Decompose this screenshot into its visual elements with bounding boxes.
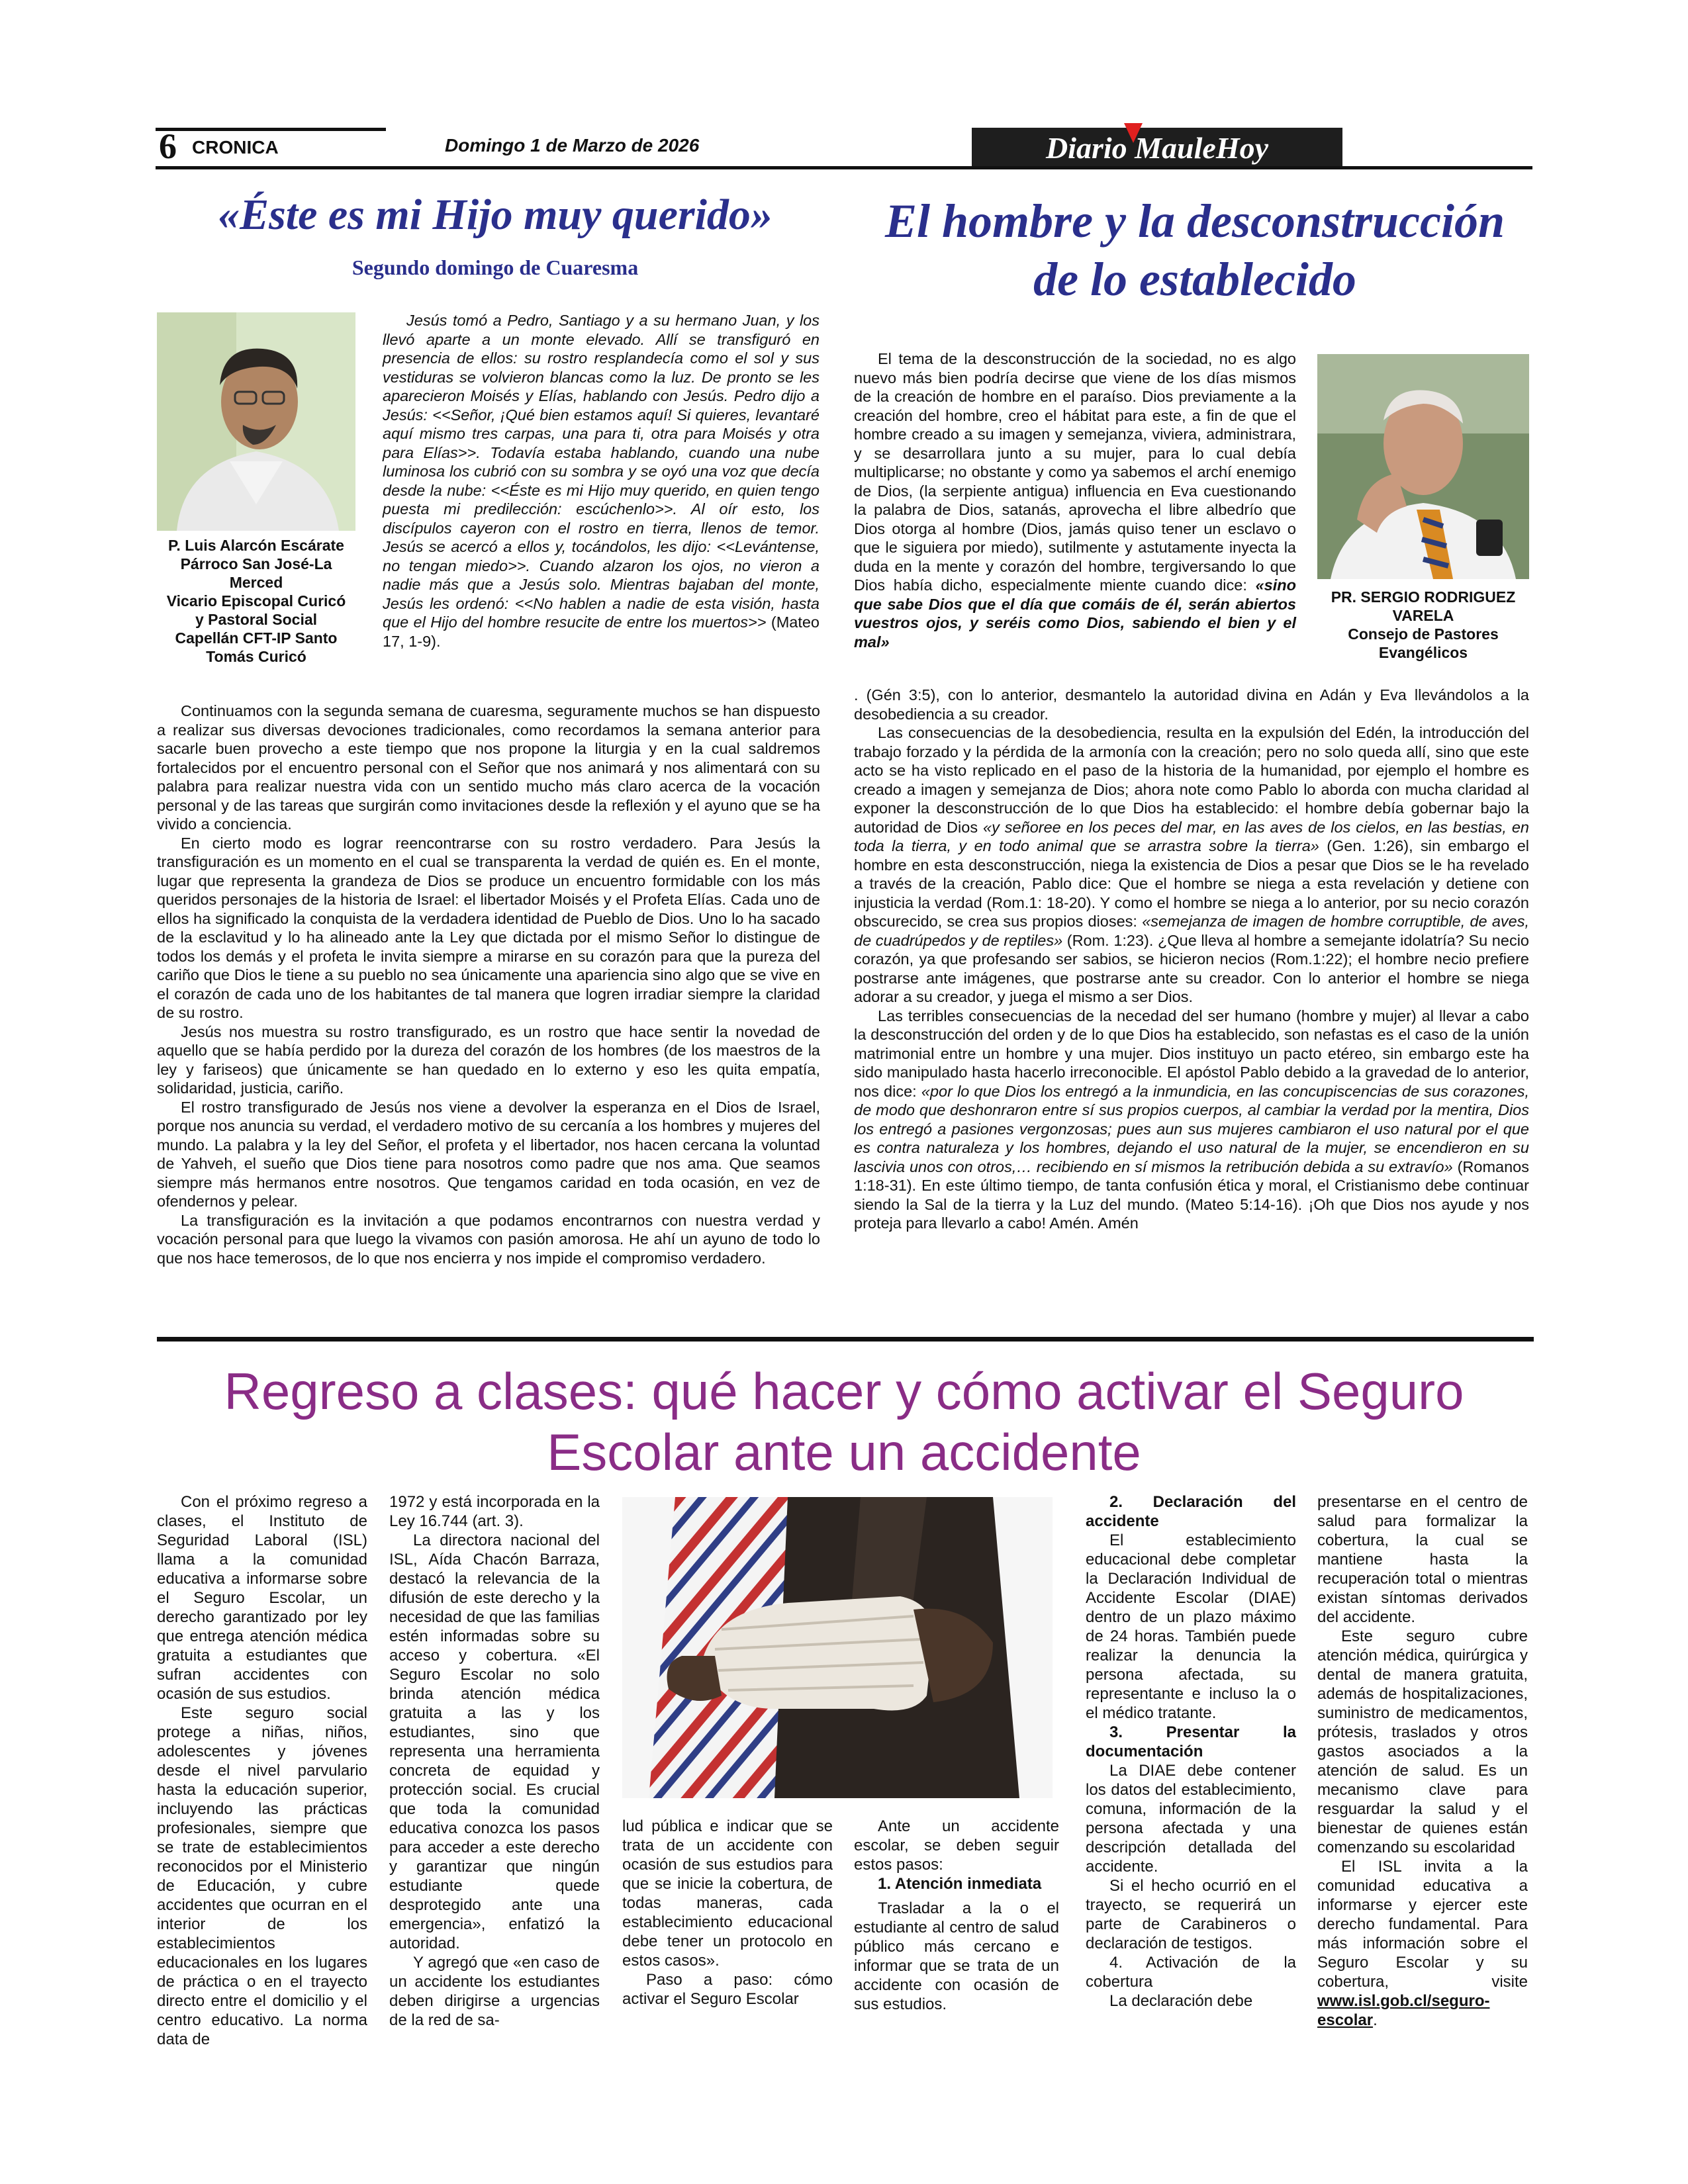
quote-run: «por lo que Dios los entregó a la inmundicia, en las concupiscencias de sus corazones, de modo que deshonraron entre sí sus propios cuerpos, al cambiar la verdad por la mentira, Dios los entregó a pasiones vergonzosas; pues aun sus mujeres cambiaron el uso natural por el que es contra naturaleza y los hombres, dejando el uso natural de la mujer, se encendieron en su lascivia unos con otros,… recibiendo en sí mismos la retribución debida a su extravío» [854, 1082, 1529, 1175]
article1-body [157, 702, 820, 1267]
caption-line: Vicario Episcopal Curicó [166, 592, 346, 610]
author-caption-rodriguez [1314, 588, 1532, 662]
gospel-ref: (Mateo 17, 1-9). [383, 614, 820, 650]
portrait-image-1 [157, 312, 355, 531]
quote-run: «y señoree en los peces del mar, en las aves de los cielos, en las bestias, en toda la tierra, y en todo animal que se arrastra sobre la tierra» [854, 818, 1530, 854]
paragraph: 1972 y está incorporada en la Ley 16.744 (art. 3). [389, 1493, 600, 1530]
author-photo-rodriguez [1317, 354, 1529, 579]
paragraph [854, 349, 1296, 651]
article2-title [854, 192, 1536, 308]
caption-line: Párroco San José-La Merced [180, 555, 332, 591]
article3-col1 [157, 1492, 367, 2049]
article3-title [132, 1361, 1556, 1482]
paragraph: La declaración debe [1109, 1992, 1253, 2010]
article2-body [854, 686, 1529, 1233]
article3-title-line2: Escolar ante un accidente [547, 1423, 1141, 1481]
caption-line: Evangélicos [1378, 644, 1468, 661]
step-heading: 4. Activación de la cobertura [1086, 1954, 1296, 1991]
article1-subtitle: Segundo domingo de Cuaresma [352, 255, 639, 279]
author-photo-alarcon [157, 312, 355, 531]
author-caption-alarcon [157, 536, 355, 666]
paragraph: La directora nacional del ISL, Aída Chacón Barraza, destacó la relevancia de la difusión de este derecho y la necesidad de que las familias estén informadas sobre su acceso y cobertura. «El Seguro Escolar no solo brinda atención médica gratuita a las y los estudiantes, sino que representa una herramienta concreta de equidad y protección social. Es crucial que toda la comunidad educativa conozca los pasos para acceder a este derecho y garantizar que ningún estudiante quede desprotegido ante una emergencia», enfatizó la autoridad. [389, 1531, 600, 1952]
caption-line: PR. SERGIO RODRIGUEZ [1331, 588, 1516, 606]
article3-col5 [1086, 1492, 1296, 2011]
paragraph: La transfiguración es la invitación a que podamos encontrarnos con nuestra verdad y vocación personal para que luego la vivamos con pasión amorosa. He ahí un ayuno de todo lo que nos hace temerosos, de lo que nos encierra y nos impide el compromiso verdadero. [157, 1211, 820, 1267]
paragraph: Continuamos con la segunda semana de cuaresma, seguramente muchos se han dispuesto a realizar sus diversas devociones tradicionales, como recordamos la semana anterior para sacarle buen provecho a este tiempo que nos propone la liturgia y en la cual saldremos fortalecidos por el encuentro personal con el Señor que nos animará y nos alimentará con su palabra para realizar nuestra vida con un sentido mucho más claro acerca de la vocación personal y de las tareas que surgirán como invitaciones desde la reflexión y el ayuno que se ha vivido a conciencia. [157, 702, 820, 833]
issue-date: Domingo 1 de Marzo de 2026 [445, 135, 700, 156]
paragraph: Este seguro cubre atención médica, quirúrgica y dental de manera gratuita, además de hospitalizaciones, suministro de medicamentos, prótesis, traslados y otros gastos asociados a la atención de salud. Es un mecanismo clave para resguardar la salud y el bienestar de quienes están comenzando su escolaridad [1317, 1627, 1528, 1856]
paragraph: Si el hecho ocurrió en el trayecto, se requerirá un parte de Carabineros o declaración de testigos. [1086, 1877, 1296, 1952]
text-run: El ISL invita a la comunidad educativa a informarse y ejercer este derecho fundamental. Para más información sobre el Seguro Escolar y su cobertura, visite [1317, 1858, 1528, 1991]
paragraph-continued: . (Gén 3:5), con lo anterior, desmantelo la autoridad divina en Adán y Eva llevándolos a la desobediencia a su creador. [854, 686, 1529, 723]
paragraph: El establecimiento educacional debe completar la Declaración Individual de Accidente Escolar (DIAE) dentro de un plazo máximo de 24 horas. También puede realizar la denuncia la persona afectada, su representante e incluso la o el médico tratante. [1086, 1531, 1296, 1722]
paragraph: Jesús nos muestra su rostro transfigurado, es un rostro que hace sentir la novedad de aquello que se había perdido por la dureza del corazón de los hombres (de los maestros de la ley y fariseos) que únicamente se han quedado en lo externo y eso les quita empatía, solidaridad, justicia, cariño. [157, 1023, 820, 1097]
text-run: . [1373, 2011, 1378, 2029]
seguro-escolar-link[interactable]: www.isl.gob.cl/seguro-escolar [1317, 1992, 1490, 2029]
caption-line: y Pastoral Social [195, 611, 318, 628]
caption-line: VARELA [1392, 607, 1454, 624]
paragraph: presentarse en el centro de salud para formalizar la cobertura, la cual se mantiene hasta la recuperación total o mientras existan síntomas derivados del accidente. [1317, 1493, 1528, 1626]
article3-col3 [622, 1817, 833, 2009]
paragraph [1317, 1857, 1528, 2030]
paragraph [854, 1007, 1529, 1233]
article3-col2 [389, 1492, 600, 2030]
masthead-logo: Diario MauleHoy [972, 128, 1342, 169]
article2-title-line1: El hombre y la desconstrucción [884, 195, 1505, 248]
article3-title-line1: Regreso a clases: qué hacer y cómo activar el Seguro [224, 1362, 1464, 1420]
paragraph: Y agregó que «en caso de un accidente los estudiantes deben dirigirse a urgencias de la red de sa- [389, 1954, 600, 2029]
portrait-image-2 [1317, 354, 1529, 579]
quote-run: «semejanza de imagen de hombre corruptible, de aves, de cuadrúpedos y de reptiles» [854, 913, 1529, 949]
text-run: Las terribles consecuencias de la necedad del ser humano (hombre y mujer) al llevar a cabo la desconstrucción del orden y de lo que Dios ha establecido, son nefastas es el caso de la unión matrimonial entre un hombre y una mujer. Dios instituyo un pacto etéreo, sin embargo este ha sido manipulado hasta hacerlo irreconocible. El apóstol Pablo debido a la gravedad de lo anterior, nos dice: [854, 1007, 1529, 1100]
paragraph: En cierto modo es lograr reencontrarse con su rostro verdadero. Para Jesús la transfiguración es un momento en el cual se transparenta la verdad de quién es. En el monte, lugar que representa la grandeza de Dios se produce un encuentro formidable con los más queridos personajes de la historia de Israel: el libertador Moisés y el Profeta Elías. Cada uno de ellos ha significado la conquista de la verdadera identidad de Pueblo de Dios. Uno lo ha sacado de la esclavitud y lo ha alineado ante la Ley que dictada por el mismo Señor lo distingue de todos los demás y el profeta le invita siempre a mirarse en su corazón para que la pureza del cariño que Dios le tiene a su pueblo no sea únicamente una apariencia sino algo que se vive en el corazón de cada uno de los habitantes de tal manera que logren irradiar siempre la claridad de su rostro. [157, 834, 820, 1021]
paragraph: Ante un accidente escolar, se deben seguir estos pasos: [854, 1817, 1059, 1874]
text-run: (Romanos 1:18-31). En este último tiempo, de tanta confusión ética y moral, el Cristianismo debe continuar siendo la Sal de la tierra y la Luz del mundo. (Mateo 5:14-16). ¡Oh que Dios nos ayude y nos proteja para llevarlo a cabo! Amén. Amén [854, 1158, 1529, 1232]
text-run: Las consecuencias de la desobediencia, resulta en la expulsión del Edén, la introducción del trabajo forzado y la pérdida de la armonía con la creación; pero no solo queda allí, sino que este acto se ha visto replicado en el paso de la historia de la humanidad, por ejemplo el hombre es creado a imagen y semejanza de Dios; ahora note como Pablo lo aborda con mucha claridad al exponer la desconstrucción de lo que Dios ha establecido: el hombre debía gobernar bajo la autoridad de Dios [854, 724, 1529, 836]
gospel-quote: Jesús tomó a Pedro, Santiago y a su hermano Juan, y los llevó aparte a un monte elevado. Allí se transfiguró en presencia de ellos: su rostro resplandecía como el sol y sus vestiduras se volvieron blancas como la luz. De pronto se les aparecieron Moisés y Elías, hablando con Jesús. Pedro dijo a Jesús: <<Señor, ¡Qué bien estamos aquí! Si quieres, levantaré aquí mismo tres carpas, una para ti, otra para Moisés y otra para Elías>>. Todavía estaba hablando, cuando una nube luminosa los cubrió con su sombra y se oyó una voz que decía desde la nube: <<Éste es mi Hijo muy querido, en quien tengo puesta mi predilección: escúchenlo>>. Al oír esto, los discípulos cayeron con el rostro en tierra, llenos de temor. Jesús se acercó a ellos y, tocándolos, les dijo: <<Levántense, no tengan miedo>>. Cuando alzaron los ojos, no vieron a nadie más que a Jesús solo. Mientras bajaban del monte, Jesús les ordenó: <<No hablen a nadie de esta visión, hasta que el Hijo del hombre resucite de entre los muertos>> [383, 312, 820, 631]
step-heading: 3. Presentar la documentación [1086, 1723, 1296, 1760]
paragraph: Paso a paso: cómo activar el Seguro Escolar [622, 1971, 833, 2008]
article2-title-line2: de lo establecido [1033, 253, 1356, 306]
paragraph: El rostro transfigurado de Jesús nos viene a devolver la esperanza en el Dios de Israel, porque nos anuncia su verdad, el verdadero motivo de su cercanía a los hombres y mujeres del mundo. La palabra y la ley del Señor, el profeta y el libertador, nos hacen cercana la voluntad de Yahveh, el sueño que Dios tiene para nosotros como padre que nos ama. Que seamos siempre más hermanos entre nosotros. Que tengamos caridad en toda ocasión, en vez de ofendernos y pelear. [157, 1098, 820, 1210]
injured-arm-image [622, 1497, 1053, 1798]
step-heading: 2. Declaración del accidente [1086, 1493, 1296, 1530]
paragraph: Este seguro social protege a niñas, niños, adolescentes y jóvenes desde el nivel parvulario hasta la educación superior, incluyendo las prácticas profesionales, siempre que se trate de establecimientos reconocidos por el Ministerio de Educación, y cubre accidentes que ocurran en el interior de los establecimientos educacionales en los lugares de práctica o en el trayecto directo entre el domicilio y el centro educativo. La norma data de [157, 1704, 367, 2048]
caption-line: Tomás Curicó [206, 648, 306, 665]
paragraph: Con el próximo regreso a clases, el Instituto de Seguridad Laboral (ISL) llama a la comunidad educativa a informarse sobre el Seguro Escolar, un derecho garantizado por ley que entrega atención médica gratuita a estudiantes que sufran accidentes con ocasión de sus estudios. [157, 1493, 367, 1703]
quote-run: «sino que sabe Dios que el día que comáis de él, serán abiertos vuestros ojos, y seréis como Dios, sabiendo el bien y el mal» [854, 576, 1296, 651]
caption-line: Capellán CFT-IP Santo [175, 629, 338, 647]
page-number: 6 [159, 126, 177, 166]
step-heading: 1. Atención inmediata [878, 1875, 1042, 1893]
article3-photo [622, 1497, 1053, 1798]
article1-title: «Éste es mi Hijo muy querido» [218, 191, 773, 239]
text-run: (Rom. 1:23). ¿Que lleva al hombre a semejante idolatría? Su necio corazón, ya que profesando ser sabios, se hicieron necios (Rom.1:22); el hombre necio prefiere postrarse ante imágenes, que postrarse ante su creador. Con lo anterior el hombre se niega adorar a su creador, y juega el mismo a ser Dios. [854, 931, 1529, 1005]
paragraph: Trasladar a la o el estudiante al centro de salud público más cercano e informar que se trata de un accidente con ocasión de sus estudios. [854, 1899, 1059, 2013]
header-rule-left [156, 128, 386, 131]
paragraph: lud pública e indicar que se trata de un accidente con ocasión de sus estudios para que se inicie la cobertura, de todas maneras, cada establecimiento educacional debe tener un protocolo en estos casos». [622, 1817, 833, 1970]
caption-line: P. Luis Alarcón Escárate [168, 537, 344, 554]
caption-line: Consejo de Pastores [1348, 625, 1499, 643]
logo-accent-icon [1124, 123, 1143, 143]
section-separator [157, 1337, 1534, 1342]
paragraph: La DIAE debe contener los datos del establecimiento, comuna, información de la persona afectada y una descripción detallada del accidente. [1086, 1762, 1296, 1876]
paragraph [854, 723, 1529, 1007]
text-run: (Gen. 1:26), sin embargo el hombre en esta desconstrucción, niega la existencia de Dios a pesar que Dios se le ha revelado a través de la creación, Pablo dice: Que el hombre se niega a esta revelación y detiene con injusticia la verdad (Rom.1: 18-20). Y como el hombre se niega a lo anterior, por su necio corazón obscurecido, se crea sus propios dioses: [854, 837, 1530, 930]
article1-gospel [383, 311, 820, 651]
header-rule [156, 166, 1532, 169]
article3-col4 [854, 1817, 1059, 2014]
text-run: El tema de la desconstrucción de la sociedad, no es algo nuevo más bien podría decirse que viene de los días mismos de la creación de hombre en el paraíso. Dios previamente a la creación del hombre, creo el hábitat para este, a fin de que el hombre creado a su imagen y semejanza, viviera, administrara, y se desarrollara junto a su mujer, para lo cual debía multiplicarse; no obstante y como ya sabemos el archí enemigo de Dios, (la serpiente antigua) influencia en Eva cuestionando la palabra de Dios, satanás, aprovecha el libre albedrío que Dios otorga al hombre (Dios, jamás quiso tener un esclavo o que le siguiera por miedo), sutilmente y astutamente inyecta la duda en la mente y corazón del hombre, tergiversando lo que Dios había dicho, especialmente miente cuando dice: [854, 350, 1296, 594]
gospel-text [383, 311, 820, 651]
article3-col6 [1317, 1492, 1528, 2030]
article2-intro [854, 349, 1296, 651]
section-name: CRONICA [192, 137, 279, 158]
